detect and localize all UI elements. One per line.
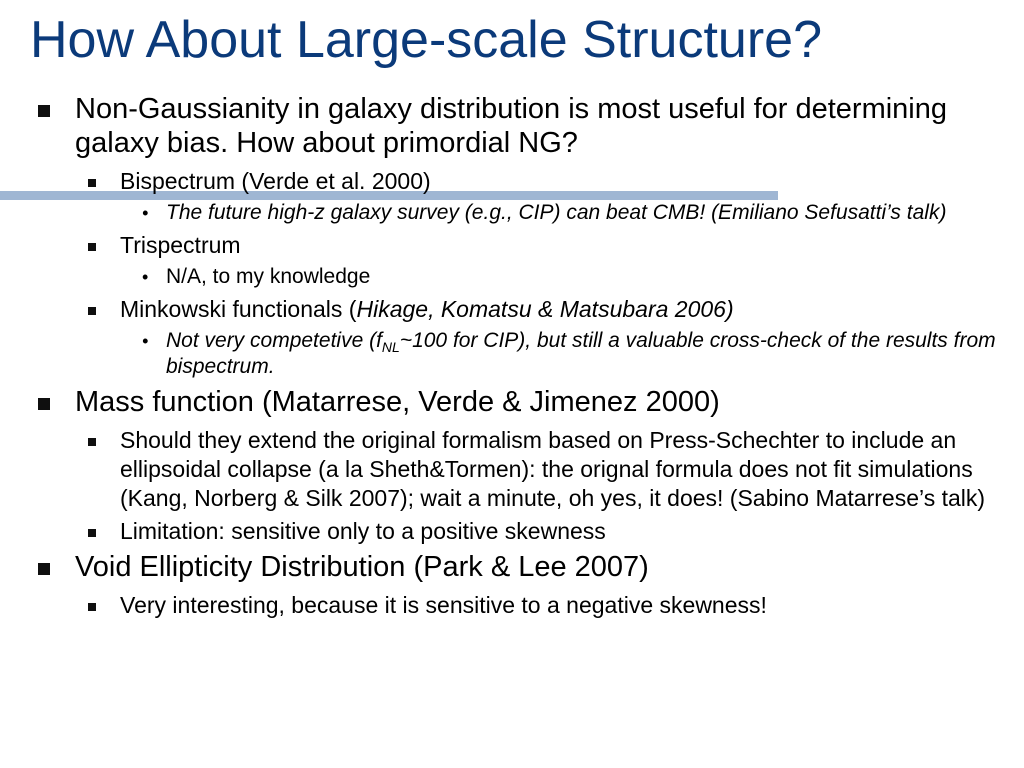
slide-body xyxy=(0,92,1024,624)
square-bullet-icon xyxy=(88,529,96,537)
square-bullet-icon xyxy=(88,438,96,446)
bullet-mass-function-note1 xyxy=(0,426,1024,513)
bullet-text: Not very competetive (f xyxy=(166,329,382,352)
square-bullet-icon xyxy=(38,398,50,410)
bullet-text: N/A, to my knowledge xyxy=(166,265,371,288)
bullet-bispectrum-note xyxy=(0,200,1024,226)
bullet-minkowski xyxy=(0,295,1024,324)
bullet-text: Very interesting, because it is sensitive to a negative skewness! xyxy=(120,592,767,618)
dot-bullet-icon: • xyxy=(142,267,149,287)
bullet-text: Trispectrum xyxy=(120,232,241,258)
square-bullet-icon xyxy=(88,179,96,187)
square-bullet-icon xyxy=(88,307,96,315)
bullet-text-continued: ~100 for CIP), but still a valuable cross-check of the results from bispectrum. xyxy=(166,329,996,378)
square-bullet-icon xyxy=(88,243,96,251)
bullet-void-note xyxy=(0,591,1024,620)
bullet-trispectrum xyxy=(0,231,1024,260)
bullet-text: Should they extend the original formalism based on Press-Schechter to include an ellipsoidal collapse (a la Sheth&Tormen): the orignal formula does not fit simulations (Kang, Norberg & Silk 2007); wait a minute, oh yes, it does! (Sabino Matarrese’s talk) xyxy=(120,427,986,511)
bullet-trispectrum-note xyxy=(0,264,1024,290)
bullet-minkowski-note xyxy=(0,328,1024,380)
square-bullet-icon xyxy=(88,603,96,611)
bullet-bispectrum xyxy=(0,167,1024,196)
bullet-reference: Hikage, Komatsu & Matsubara 2006) xyxy=(356,296,734,322)
subscript: NL xyxy=(381,339,400,356)
bullet-mass-function-note2 xyxy=(0,517,1024,546)
bullet-text: The future high-z galaxy survey (e.g., CIP) can beat CMB! (Emiliano Sefusatti’s talk) xyxy=(166,201,947,224)
bullet-text: Mass function (Matarrese, Verde & Jimenez 2000) xyxy=(75,386,720,418)
bullet-void xyxy=(0,550,1024,584)
square-bullet-icon xyxy=(38,563,50,575)
bullet-mass-function xyxy=(0,385,1024,419)
bullet-text: Minkowski functionals ( xyxy=(120,296,357,322)
dot-bullet-icon: • xyxy=(142,331,149,351)
bullet-ng xyxy=(0,92,1024,160)
bullet-text: Limitation: sensitive only to a positive skewness xyxy=(120,518,606,544)
bullet-text: Bispectrum (Verde et al. 2000) xyxy=(120,168,431,194)
bullet-text: Void Ellipticity Distribution (Park & Lee 2007) xyxy=(75,551,649,583)
slide-title: How About Large-scale Structure? xyxy=(30,11,822,69)
square-bullet-icon xyxy=(38,105,50,117)
dot-bullet-icon: • xyxy=(142,203,149,223)
bullet-text: Non-Gaussianity in galaxy distribution is most useful for determining galaxy bias. How about primordial NG? xyxy=(75,93,948,159)
